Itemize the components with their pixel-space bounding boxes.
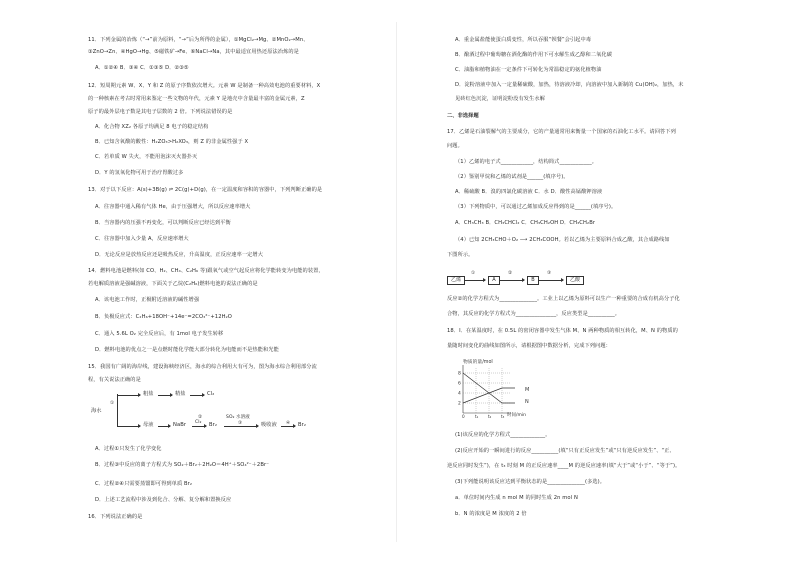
q14-option-d: D．燃料电池的优点之一是点燃时能化学能大部分转化为电能而不是热能和光能	[95, 347, 279, 353]
flow-arrow-absorb	[224, 426, 258, 427]
q14-stem: 14．燃料电池是燃料(如 CO、H₂、CH₄、C₂H₆ 等)跟氧气或空气起反应将化学能转变为电能的装置，	[88, 268, 324, 274]
q17-part4-cont: 下图所示。	[447, 252, 474, 258]
q17-part4-question-cont: 合物，其反应的化学方程式为_______________，反应类型是__________。	[447, 311, 621, 317]
flow-arrow-br2-final	[281, 426, 295, 427]
q14-option-b: B．负极反应式：C₂H₆+18OH⁻+14e⁻=2CO₃²⁻+12H₂O	[95, 314, 232, 320]
flow-arrow-nabr	[158, 426, 170, 427]
flow-arrow-cl2	[190, 395, 204, 396]
flow-arrow-crude	[117, 395, 140, 396]
q15-flow-diagram	[88, 388, 338, 436]
graph-y-tick-label: 8	[458, 371, 461, 377]
scheme-arrow-2	[500, 280, 524, 281]
flow-seawater: 海水	[91, 408, 102, 414]
graph-xlabel: 时间/min	[507, 413, 527, 418]
flow-mother-liquor: 母液	[143, 422, 154, 428]
scheme-step-1: ①	[471, 271, 476, 276]
flow-absorb: 吸收液	[261, 422, 277, 428]
graph-y-tick-label: 6	[458, 381, 461, 387]
q12-option-c: C．若单质 W 失火，不能用泡沫灭火器扑灭	[95, 154, 198, 160]
flow-cl2: Cl₂	[207, 391, 215, 397]
q13-option-c: C．往容器中加入少量 A，反应速率增大	[95, 236, 189, 242]
graph-x-tick-label: 0	[462, 414, 465, 419]
graph-x-ticks	[462, 414, 505, 419]
q12-stem-cont: 的一种核素在考古时常用来鉴定一些文物的年代，元素 Y 是地壳中含量最丰富的金属元素，Z	[88, 96, 305, 102]
flow-br2-final: Br₂	[298, 422, 307, 428]
scheme-arrow-3	[539, 280, 563, 281]
q17-part2: （2）鉴别甲烷和乙烯的试剂是______(填序号)。	[455, 174, 569, 180]
q12-stem: 12．短周期元素 W、X、Y 和 Z 的原子序数依次增大。元素 W 是制备一种高效电池的重要材料，X	[88, 83, 321, 89]
graph-x-tick-label: t₂	[488, 414, 492, 419]
flow-step-2: ②	[198, 415, 203, 420]
flow-arrow-refined	[158, 395, 172, 396]
graph-y-tick-label: 2	[458, 401, 461, 407]
scheme-step-3: ③	[547, 271, 552, 276]
q15-stem: 15．我国有广阔的海岸线，建设海峡经济区，海水的综合利用大有可为，图为海水综合利用部分流	[88, 364, 317, 370]
q18-part1: (1)该反应的化学方程式_____________。	[455, 432, 551, 438]
q16-option-d: D．淀粉溶液中加入一定量稀硫酸，加热，待溶液冷却，向溶液中加入新制的 Cu(OH)₂，加热，未	[455, 82, 684, 88]
q17-part1: （1）乙烯的电子式____________，结构简式____________。	[455, 159, 598, 165]
flow-cl2-reagent: Cl₂	[195, 420, 202, 425]
q18-part2: (2)反应开始的一瞬间进行的反应__________(填“只有正反应发生”或“只有逆反应发生”、“正、	[455, 448, 675, 454]
graph-y-tick-label: 4	[458, 391, 461, 397]
q17-part2-options: A．稀硫酸 B．溴的四氯化碳溶液 C．水 D．酸性高锰酸钾溶液	[455, 189, 603, 195]
q11-options: A．①②④ B．③④ C．①③⑤ D．②③⑤	[95, 65, 189, 71]
q13-option-b: B．当容器内的压强不再变化，可以判断反应已经达到平衡	[95, 220, 231, 226]
q18-graph	[453, 356, 543, 420]
scheme-acid-box: 乙酸	[566, 276, 584, 285]
q12-option-a: A．化合物 XZ₂ 各原子均满足 8 电子的稳定结构	[95, 124, 209, 130]
q11-stem-cont: ③ZnO→Zn、④HgO→Hg、⑤磁铁矿→Fe、⑥NaCl→Na，其中最适宜用热还原法冶炼的是	[88, 49, 299, 55]
scheme-ethylene-box: 乙烯	[447, 276, 465, 285]
q17-part3-options: A．CH₃CH₃ B．CH₃CHCl₂ C．CH₃CH₂OH D．CH₃CH₂Br	[455, 220, 596, 226]
q16-option-a: A．重金属盐能使蛋白质变性，所以吞服“钡餐”会引起中毒	[455, 37, 592, 43]
q18-part3: (3)下列能说明该反应达到平衡状态的是______________(多选)。	[455, 479, 606, 485]
q15-option-c: C．过程②④只需要蒸馏即可得到单质 Br₂	[95, 481, 193, 487]
graph-y-ticks	[458, 371, 461, 407]
graph-x-tick-label: t₃	[501, 414, 505, 419]
q16-option-d-cont: 见砖红色沉淀，证明淀粉没有发生水解	[455, 96, 545, 102]
q18-part2-cont: 逆反应同时发生”)，在 t₃ 时刻 M 的正反应速率____M 的逆反应速率(填“大于”或“小于”、“等于”)。	[447, 463, 681, 469]
q15-stem-cont: 程，有关说法正确的是	[88, 377, 141, 383]
q14-option-c: C．通入 5.6L O₂ 完全反应后，有 1mol 电子发生转移	[95, 331, 224, 337]
scheme-step-2: ②	[508, 271, 513, 276]
q16-option-c: C．油脂和植物油在一定条件下可转化为常温稳定的氨化植物油	[455, 67, 602, 73]
graph-gridlines	[463, 368, 511, 413]
flow-step-4: ④	[286, 421, 291, 426]
scheme-b-box: B	[527, 276, 539, 285]
q12-option-b: B．已知含氧酸的酸性：H₂ZO₃>H₂XO₃，则 Z 的非金属性强于 X	[95, 139, 249, 145]
q18-stem-cont: 量随时间变化的曲线如图所示，请根据图中数据分析，完成下列问题：	[447, 343, 611, 349]
q17-part3: （3）下列物质中，可以通过乙烯加成反应得到的是______(填序号)。	[455, 204, 617, 210]
scheme-a-box: A	[488, 276, 500, 285]
q17-stem-cont: 问题。	[447, 143, 463, 149]
flow-arrow-mother	[117, 426, 140, 427]
q17-part4: （4）已知 2CH₃CHO＋O₂ ⟶ 2CH₃COOH。若以乙烯为主要原料合成乙酸，其合成路线如	[455, 237, 670, 243]
q15-option-a: A．过程①只发生了化学变化	[95, 446, 162, 452]
flow-so2-solution: SO₂ 水溶液	[226, 415, 250, 420]
flow-br2: Br₂	[209, 422, 218, 428]
q16-stem: 16．下列说法正确的是	[88, 514, 143, 520]
scheme-arrow-1	[465, 280, 485, 281]
flow-step-1: ①	[110, 401, 115, 406]
graph-x-tick-label: t₁	[475, 414, 479, 419]
flow-nabr: NaBr	[173, 422, 187, 428]
q14-option-a: A．该电池工作时，正极附近溶液的碱性增强	[95, 297, 200, 303]
q15-option-b: B．过程③中反应的离子方程式为 SO₂＋Br₂＋2H₂O＝4H⁺＋SO₄²⁻＋2Br⁻	[95, 462, 270, 468]
q17-synthesis-scheme	[447, 271, 647, 288]
left-column	[0, 0, 396, 561]
q14-stem-cont: 若电解质溶液是强碱溶液，下面关于乙烷(C₂H₆)燃料电池的说法正确的是	[88, 281, 258, 287]
graph-label-m: M	[525, 387, 530, 393]
q12-stem-cont2: 原子的最外层电子数是其电子层数的 2 倍。下列说法错误的是	[88, 109, 233, 115]
graph-ylabel: 物质的量/mol	[463, 360, 493, 365]
q13-stem: 13．对于以下反应：A(s)+3B(g) ⇌ 2C(g)+D(g)，在一定温度和容积的容器中，下列判断正确的是	[88, 187, 323, 193]
q11-stem: 11．下列金属的冶炼（“→”前为原料，“→”后为所得的金属），①MgCl₂→Mg、②MnO₂→Mn、	[88, 37, 309, 43]
right-column	[397, 0, 794, 561]
flow-step-3: ③	[238, 421, 243, 426]
q16-option-b: B．酿酒过程中葡萄糖在酒化酶的作用下可水解生成乙醇和二氧化碳	[455, 52, 612, 58]
graph-label-n: N	[525, 399, 529, 405]
q18-part3-a: a．单位时间内生成 n mol M 的同时生成 2n mol N	[455, 495, 578, 501]
flow-crude-salt: 粗盐	[143, 391, 154, 397]
q17-stem: 17．乙烯是石油裂解气的主要成分，它的产量通常用来衡量一个国家的石油化工水平。请回答下列	[447, 129, 676, 135]
q12-option-d: D．Y 的氢氧化物可用于治疗胃酸过多	[95, 170, 184, 176]
flow-refined-salt: 精盐	[175, 391, 186, 397]
q13-option-d: D．无论反应是放热反应还是吸热反应，升高温度，正反应速率一定增大	[95, 252, 264, 258]
q18-part3-b: b．N 的浓度是 M 浓度的 2 倍	[455, 511, 527, 517]
flow-arrow-br2	[192, 426, 206, 427]
q15-option-d: D．上述工艺流程中涉及到化合、分解、复分解和置换反应	[95, 497, 232, 503]
q13-option-a: A．往容器中通入稀有气体 He，由于压强增大，所以反应速率增大	[95, 204, 251, 210]
section-heading: 二、非选择题	[447, 113, 479, 119]
q17-part4-question: 反应②的化学方程式为______________。工业上以乙烯为原料可以生产一种重要的合成有机高分子化	[447, 296, 680, 302]
q18-stem: 18．Ⅰ．在某温度时，在 0.5L 的密闭容器中发生气体 M、N 两种物质的相互转化，M、N 的物质的	[447, 328, 678, 334]
flow-bracket	[117, 394, 118, 426]
